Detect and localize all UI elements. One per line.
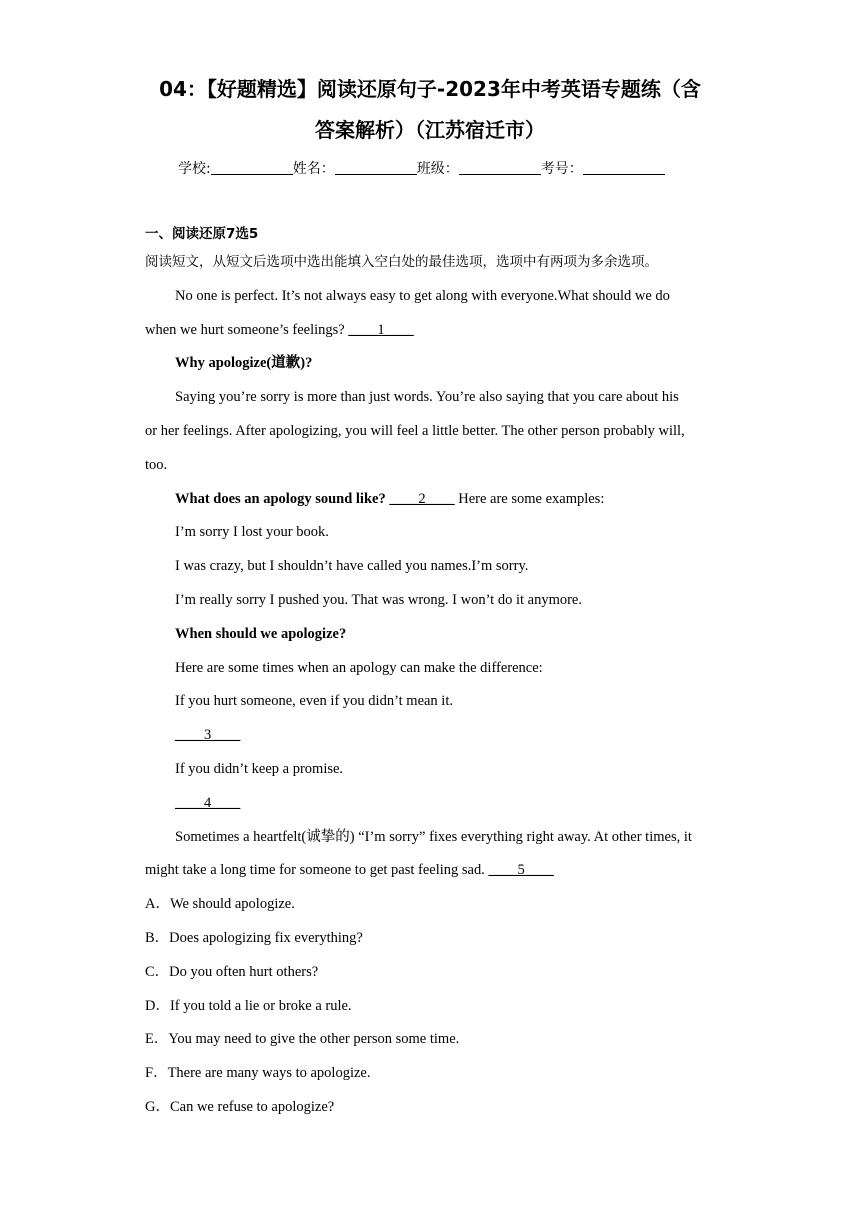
option-g[interactable]: G．Can we refuse to apologize? bbox=[145, 1099, 335, 1115]
heading-when-apologize: When should we apologize? bbox=[175, 626, 347, 642]
passage-p2-line-3: too. bbox=[145, 457, 168, 473]
document-title-line-1: 04：【好题精选】阅读还原句子-2023年中考英语专题练（含 bbox=[159, 77, 701, 101]
option-f[interactable]: F．There are many ways to apologize. bbox=[145, 1065, 371, 1081]
option-d[interactable]: D．If you told a lie or broke a rule. bbox=[145, 998, 352, 1014]
passage-p4: If you hurt someone, even if you didn’t mean it. bbox=[175, 693, 453, 709]
passage-p1-line-1: No one is perfect. It’s not always easy to get along with everyone.What should we do bbox=[175, 288, 670, 304]
p6-line-2-text: might take a long time for someone to get past feeling sad. bbox=[145, 862, 485, 878]
heading-why-apologize: Why apologize(道歉)? bbox=[175, 355, 313, 371]
option-c[interactable]: C．Do you often hurt others? bbox=[145, 964, 319, 980]
example-1: I’m sorry I lost your book. bbox=[175, 524, 329, 540]
document-title-line-2: 答案解析）（江苏宿迁市） bbox=[315, 118, 545, 142]
exam-number-label: 考号： bbox=[540, 161, 583, 177]
example-2: I was crazy, but I shouldn’t have called you names.I’m sorry. bbox=[175, 558, 529, 574]
passage-p2-line-2: or her feelings. After apologizing, you will feel a little better. The other person probably will, bbox=[145, 423, 685, 439]
passage-p5: If you didn’t keep a promise. bbox=[175, 761, 344, 777]
passage-p2-line-1: Saying you’re sorry is more than just words. You’re also saying that you care about his bbox=[175, 389, 679, 405]
section-instruction: 阅读短文，从短文后选项中选出能填入空白处的最佳选项，选项中有两项为多余选项。 bbox=[145, 254, 658, 270]
option-b[interactable]: B．Does apologizing fix everything? bbox=[145, 930, 363, 946]
example-3: I’m really sorry I pushed you. That was wrong. I won’t do it anymore. bbox=[175, 592, 582, 608]
examples-intro: Here are some examples: bbox=[454, 491, 605, 507]
heading-apology-sound-line bbox=[175, 492, 604, 507]
exam-number-blank[interactable] bbox=[583, 160, 665, 175]
school-label: 学校: bbox=[178, 161, 211, 177]
blank-4[interactable]: ____4____ bbox=[175, 795, 241, 811]
name-label: 姓名： bbox=[292, 161, 335, 177]
passage-p6-line-2 bbox=[145, 863, 554, 878]
option-e[interactable]: E．You may need to give the other person some time. bbox=[145, 1031, 460, 1047]
heading-apology-sound: What does an apology sound like? bbox=[175, 491, 386, 507]
blank-1[interactable]: ____1____ bbox=[348, 322, 414, 338]
passage-p6-line-1: Sometimes a heartfelt(诚挚的) “I’m sorry” fixes everything right away. At other times, it bbox=[175, 829, 692, 845]
student-info-row bbox=[178, 158, 665, 178]
section-heading: 一、阅读还原7选5 bbox=[145, 226, 259, 242]
class-label: 班级： bbox=[416, 161, 459, 177]
blank-2[interactable]: ____2____ bbox=[389, 491, 455, 507]
school-blank[interactable] bbox=[211, 160, 293, 175]
blank-3[interactable]: ____3____ bbox=[175, 727, 241, 743]
blank-5[interactable]: ____5____ bbox=[488, 862, 554, 878]
name-blank[interactable] bbox=[335, 160, 417, 175]
option-a[interactable]: A．We should apologize. bbox=[145, 896, 295, 912]
p1-line-2-text: when we hurt someone’s feelings? bbox=[145, 322, 345, 338]
passage-p3: Here are some times when an apology can make the difference: bbox=[175, 660, 543, 676]
passage-p1-line-2 bbox=[145, 323, 414, 338]
class-blank[interactable] bbox=[459, 160, 541, 175]
